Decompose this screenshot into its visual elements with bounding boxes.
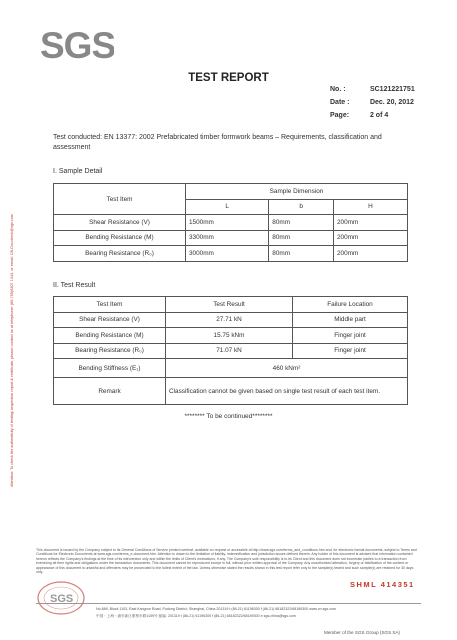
- row-item: Bearing Resistance (R₀): [54, 246, 186, 262]
- report-date-value: Dec. 20, 2012: [369, 99, 414, 106]
- report-page-value: 2 of 4: [369, 112, 389, 119]
- row-b: 80mm: [269, 215, 334, 231]
- header-dim-b: b: [269, 199, 334, 215]
- report-date: [330, 99, 414, 106]
- sgs-logo: [38, 22, 114, 68]
- report-title: TEST REPORT: [188, 72, 269, 84]
- row-item: Bending Resistance (M): [54, 230, 186, 246]
- svg-text:SGS: SGS: [50, 593, 74, 605]
- section-sample-detail-title: I. Sample Detail: [53, 168, 103, 175]
- row-item: Bearing Resistance (R₀): [54, 343, 166, 359]
- logo-text: SGS: [40, 25, 114, 66]
- to-be-continued: ******** To be continued********: [184, 413, 273, 420]
- authenticity-side-note: [3, 100, 15, 490]
- member-of-sgs-group: Member of the SGS Group (SGS SA): [324, 630, 401, 635]
- row-result: 71.07 kN: [166, 343, 293, 359]
- row-location: Finger joint: [293, 343, 408, 359]
- stiffness-value: 460 kNm²: [166, 359, 408, 378]
- row-result: 15.75 kNm: [166, 328, 293, 344]
- report-number-label: No. :: [330, 86, 346, 93]
- shml-number: SHML 414351: [350, 580, 415, 589]
- report-page: [330, 112, 388, 119]
- section-test-result-title: II. Test Result: [53, 282, 96, 289]
- table-row: [54, 328, 408, 344]
- header-test-result: Test Result: [166, 297, 293, 313]
- table-row: [54, 312, 408, 328]
- row-item: Shear Resistance (V): [54, 215, 186, 231]
- header-test-item: Test Item: [54, 184, 186, 215]
- row-item: Shear Resistance (V): [54, 312, 166, 328]
- table-row: [54, 343, 408, 359]
- report-page-label: Page:: [330, 112, 350, 119]
- report-number: [330, 86, 415, 93]
- row-b: 80mm: [269, 246, 334, 262]
- footer-divider: [36, 603, 421, 604]
- header-test-item: Test Item: [54, 297, 166, 313]
- row-h: 200mm: [333, 246, 407, 262]
- row-location: Finger joint: [293, 328, 408, 344]
- header-sample-dimension: Sample Dimension: [186, 184, 408, 200]
- side-note-text: Attention: To check the authenticity of testing/ inspection report & certificate, please contact us at telephone: (86-755)8307 1443, or email: CN.Doccheck@sgs.com: [10, 213, 14, 487]
- sample-detail-table: [53, 183, 408, 262]
- header-dim-l: L: [186, 199, 269, 215]
- row-h: 200mm: [333, 230, 407, 246]
- address-english: No.889, Block 1103, East Kangrun Road, Pudong District, Shanghai, China 201319 t (86-21) 61196300 f (86-21) 68182322/68189300 www.cn.sgs.com: [96, 607, 337, 611]
- table-row: [54, 215, 408, 231]
- row-l: 3000mm: [186, 246, 269, 262]
- remark-text: Classification cannot be given based on single test result of each test item.: [166, 378, 408, 405]
- remark-label: Remark: [54, 378, 166, 405]
- test-result-table: [53, 296, 408, 405]
- row-result: 27.71 kN: [166, 312, 293, 328]
- table-row: [54, 246, 408, 262]
- row-l: 1500mm: [186, 215, 269, 231]
- stiffness-item: Bending Stiffness (E₁): [54, 359, 166, 378]
- table-row: [54, 230, 408, 246]
- footer-disclaimer: This document is issued by the Company subject to its General Conditions of Service printed overleaf, available on request or accessible at http://www.sgs.com/terms_and_conditions.htm and, for electronic format documents, subject to Terms and Conditions for Electronic Documents at www.sgs.com/terms_e-document.htm. Attention is drawn to the limitation of liability, indemnification and jurisdiction issues defined therein. Any holder of this document is advised that information contained hereon reflects the Company's findings at the time of its intervention only and within the limits of Client's instructions, if any. The Company's sole responsibility is to its Client and this document does not exonerate parties to a transaction from exercising all their rights and obligations under the transaction documents. This document cannot be reproduced except in full, without prior written approval of the Company. Any unauthorized alteration, forgery or falsification of the content or appearance of this document is unlawful and offenders may be prosecuted to the fullest extent of the law. Unless otherwise stated the results shown in this test report refer only to the sample(s) tested and such sample(s) are retained for 30 days only.: [36, 548, 417, 575]
- row-item: Bending Resistance (M): [54, 328, 166, 344]
- report-date-label: Date :: [330, 99, 350, 106]
- table-row: [54, 378, 408, 405]
- address-chinese: 中国・上海・浦东新区康桥东路1159号 邮编: 201319 t (86-21) 61196300 f (86-21) 68182322/68189300 e sgs.china@sgs.com: [96, 614, 296, 618]
- test-conducted: Test conducted: EN 13377: 2002 Prefabricated timber formwork beams – Requirements, classification and assessment: [53, 134, 382, 151]
- row-location: Middle part: [293, 312, 408, 328]
- table-row: [54, 359, 408, 378]
- company-stamp: [36, 580, 86, 616]
- header-dim-h: H: [333, 199, 407, 215]
- report-number-value: SC121221751: [369, 86, 415, 93]
- header-failure-location: Failure Location: [293, 297, 408, 313]
- row-b: 80mm: [269, 230, 334, 246]
- row-h: 200mm: [333, 215, 407, 231]
- row-l: 3300mm: [186, 230, 269, 246]
